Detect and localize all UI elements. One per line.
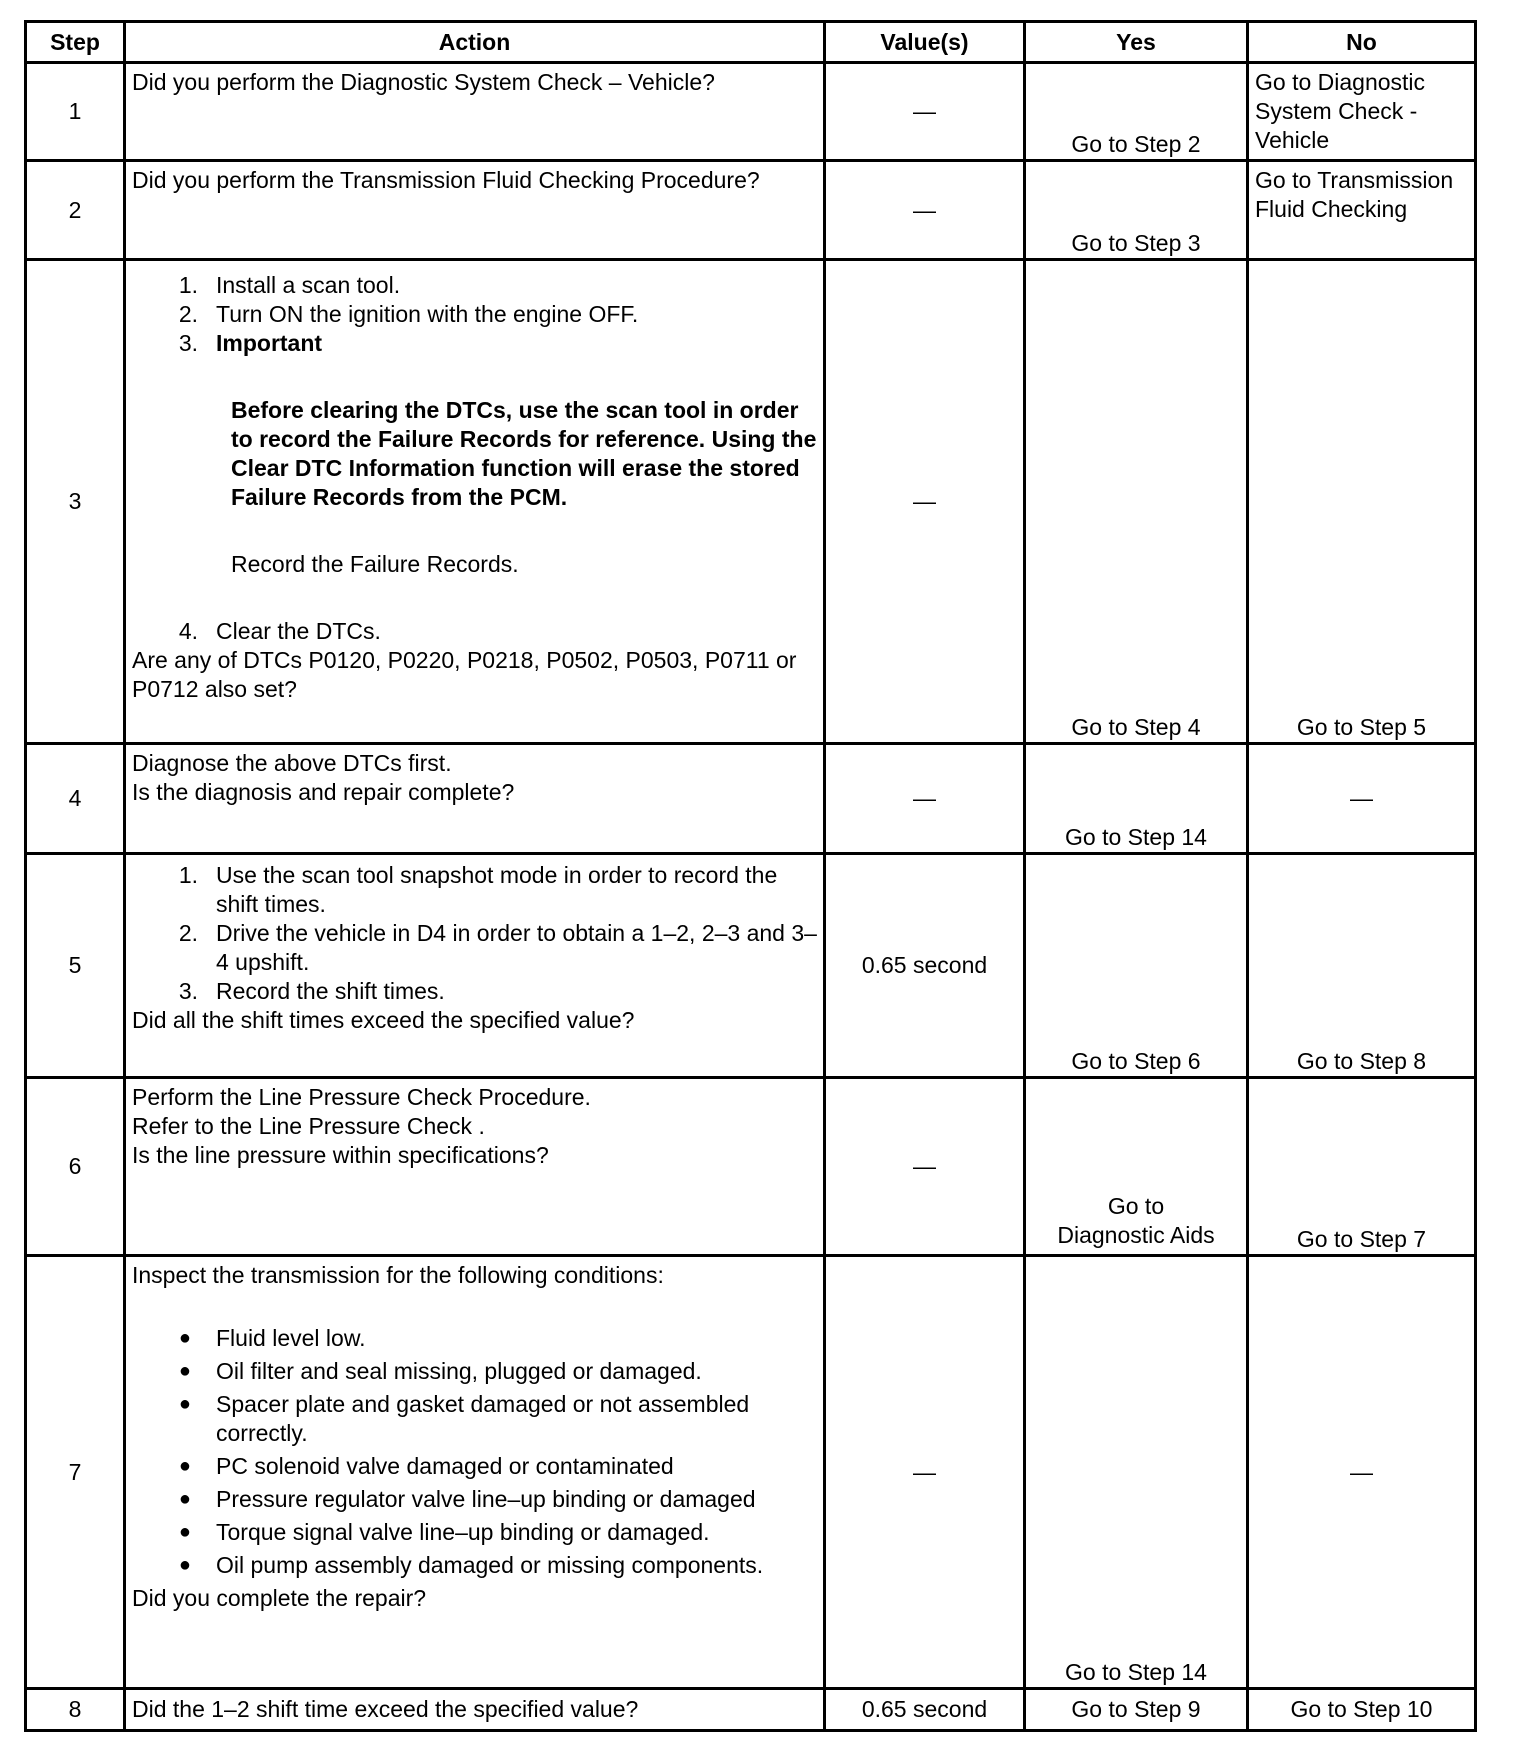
header-action: Action [125, 22, 825, 63]
step-number: 3 [26, 260, 125, 744]
action-cell [125, 1689, 825, 1731]
value-cell: — [825, 744, 1025, 854]
action-cell [125, 744, 825, 854]
yes-cell: Go to Step 6 [1025, 854, 1248, 1078]
table-row [26, 744, 1476, 854]
diagnostic-table [24, 20, 1477, 1732]
list-item: ● Spacer plate and gasket damaged or not assembled correctly. [132, 1390, 817, 1448]
bullet-icon: ● [178, 1488, 191, 1510]
action-text: Inspect the transmission for the following conditions: [132, 1262, 664, 1288]
action-cell [125, 63, 825, 161]
action-cell [125, 1256, 825, 1689]
no-cell: — [1248, 1256, 1476, 1689]
yes-cell: Go to Step 3 [1025, 161, 1248, 260]
list-item: 1. Use the scan tool snapshot mode in order to record the shift times. [178, 862, 778, 917]
yes-cell: Go to Step 14 [1025, 1256, 1248, 1689]
bullet-icon: ● [178, 1554, 191, 1576]
list-item: ● Fluid level low. [132, 1324, 817, 1353]
table-row [26, 1078, 1476, 1256]
important-note: Before clearing the DTCs, use the scan tool in order to record the Failure Records for reference. Using the Clear DTC Information function will erase the stored Failure Records from the PCM. [231, 397, 817, 510]
action-cell [125, 260, 825, 744]
action-text: Did you perform the Diagnostic System Check – Vehicle? [132, 69, 715, 95]
list-item: 1. Install a scan tool. [178, 272, 401, 298]
list-item: 2. Turn ON the ignition with the engine OFF. [178, 301, 639, 327]
bullet-icon: ● [178, 1393, 191, 1415]
yes-cell: Go to Step 14 [1025, 744, 1248, 854]
yes-cell: Go to Step 4 [1025, 260, 1248, 744]
action-text: Did you perform the Transmission Fluid Checking Procedure? [132, 167, 760, 193]
procedure-list [132, 271, 817, 358]
list-item: ● Oil filter and seal missing, plugged or damaged. [132, 1357, 817, 1386]
action-text: Perform the Line Pressure Check Procedure. [132, 1084, 591, 1110]
bullet-icon: ● [178, 1521, 191, 1543]
step-number: 7 [26, 1256, 125, 1689]
table-row [26, 63, 1476, 161]
header-no: No [1248, 22, 1476, 63]
no-cell: Go to Step 10 [1248, 1689, 1476, 1731]
procedure-list [132, 861, 817, 1006]
list-item: 3. Record the shift times. [178, 978, 445, 1004]
step-number: 2 [26, 161, 125, 260]
no-cell: Go to Diagnostic System Check - Vehicle [1248, 63, 1476, 161]
action-cell [125, 161, 825, 260]
value-cell: 0.65 second [825, 1689, 1025, 1731]
list-item: ● Oil pump assembly damaged or missing components. [132, 1551, 817, 1580]
important-label: Important [216, 330, 323, 356]
bullet-icon: ● [178, 1327, 191, 1349]
yes-cell: Go to Diagnostic Aids [1025, 1078, 1248, 1256]
table-row [26, 1689, 1476, 1731]
bullet-icon: ● [178, 1360, 191, 1382]
value-cell: — [825, 1256, 1025, 1689]
header-values: Value(s) [825, 22, 1025, 63]
value-cell: — [825, 63, 1025, 161]
question-text: Did you complete the repair? [132, 1585, 427, 1611]
list-item: 4. Clear the DTCs. [178, 618, 381, 644]
yes-cell: Go to Step 9 [1025, 1689, 1248, 1731]
action-cell [125, 1078, 825, 1256]
question-text: Is the diagnosis and repair complete? [132, 779, 515, 805]
value-cell: — [825, 1078, 1025, 1256]
question-text: Are any of DTCs P0120, P0220, P0218, P0502, P0503, P0711 or P0712 also set? [132, 647, 797, 702]
header-step: Step [26, 22, 125, 63]
list-item: 2. Drive the vehicle in D4 in order to obtain a 1–2, 2–3 and 3–4 upshift. [178, 920, 817, 975]
table-row [26, 1256, 1476, 1689]
header-row [26, 22, 1476, 63]
list-item: 3. Important [132, 329, 817, 358]
no-cell: Go to Transmission Fluid Checking [1248, 161, 1476, 260]
value-cell: — [825, 161, 1025, 260]
list-item: ● PC solenoid valve damaged or contaminated [132, 1452, 817, 1481]
table-row [26, 260, 1476, 744]
record-text: Record the Failure Records. [231, 551, 519, 577]
table-row [26, 161, 1476, 260]
procedure-list [132, 617, 817, 646]
no-cell: Go to Step 5 [1248, 260, 1476, 744]
table-row [26, 854, 1476, 1078]
header-yes: Yes [1025, 22, 1248, 63]
step-number: 4 [26, 744, 125, 854]
no-cell: Go to Step 8 [1248, 854, 1476, 1078]
no-cell: — [1248, 744, 1476, 854]
refer-text: Refer to the Line Pressure Check . [132, 1113, 485, 1139]
question-text: Is the line pressure within specifications? [132, 1142, 549, 1168]
step-number: 8 [26, 1689, 125, 1731]
list-item: ● Torque signal valve line–up binding or damaged. [132, 1518, 817, 1547]
action-cell [125, 854, 825, 1078]
yes-cell: Go to Step 2 [1025, 63, 1248, 161]
condition-list [132, 1324, 817, 1580]
question-text: Did all the shift times exceed the specified value? [132, 1007, 635, 1033]
list-item: ● Pressure regulator valve line–up binding or damaged [132, 1485, 817, 1514]
no-cell: Go to Step 7 [1248, 1078, 1476, 1256]
action-text: Diagnose the above DTCs first. [132, 750, 452, 776]
action-text: Did the 1–2 shift time exceed the specified value? [132, 1696, 639, 1722]
value-cell: — [825, 260, 1025, 744]
value-cell: 0.65 second [825, 854, 1025, 1078]
bullet-icon: ● [178, 1455, 191, 1477]
step-number: 5 [26, 854, 125, 1078]
step-number: 6 [26, 1078, 125, 1256]
step-number: 1 [26, 63, 125, 161]
